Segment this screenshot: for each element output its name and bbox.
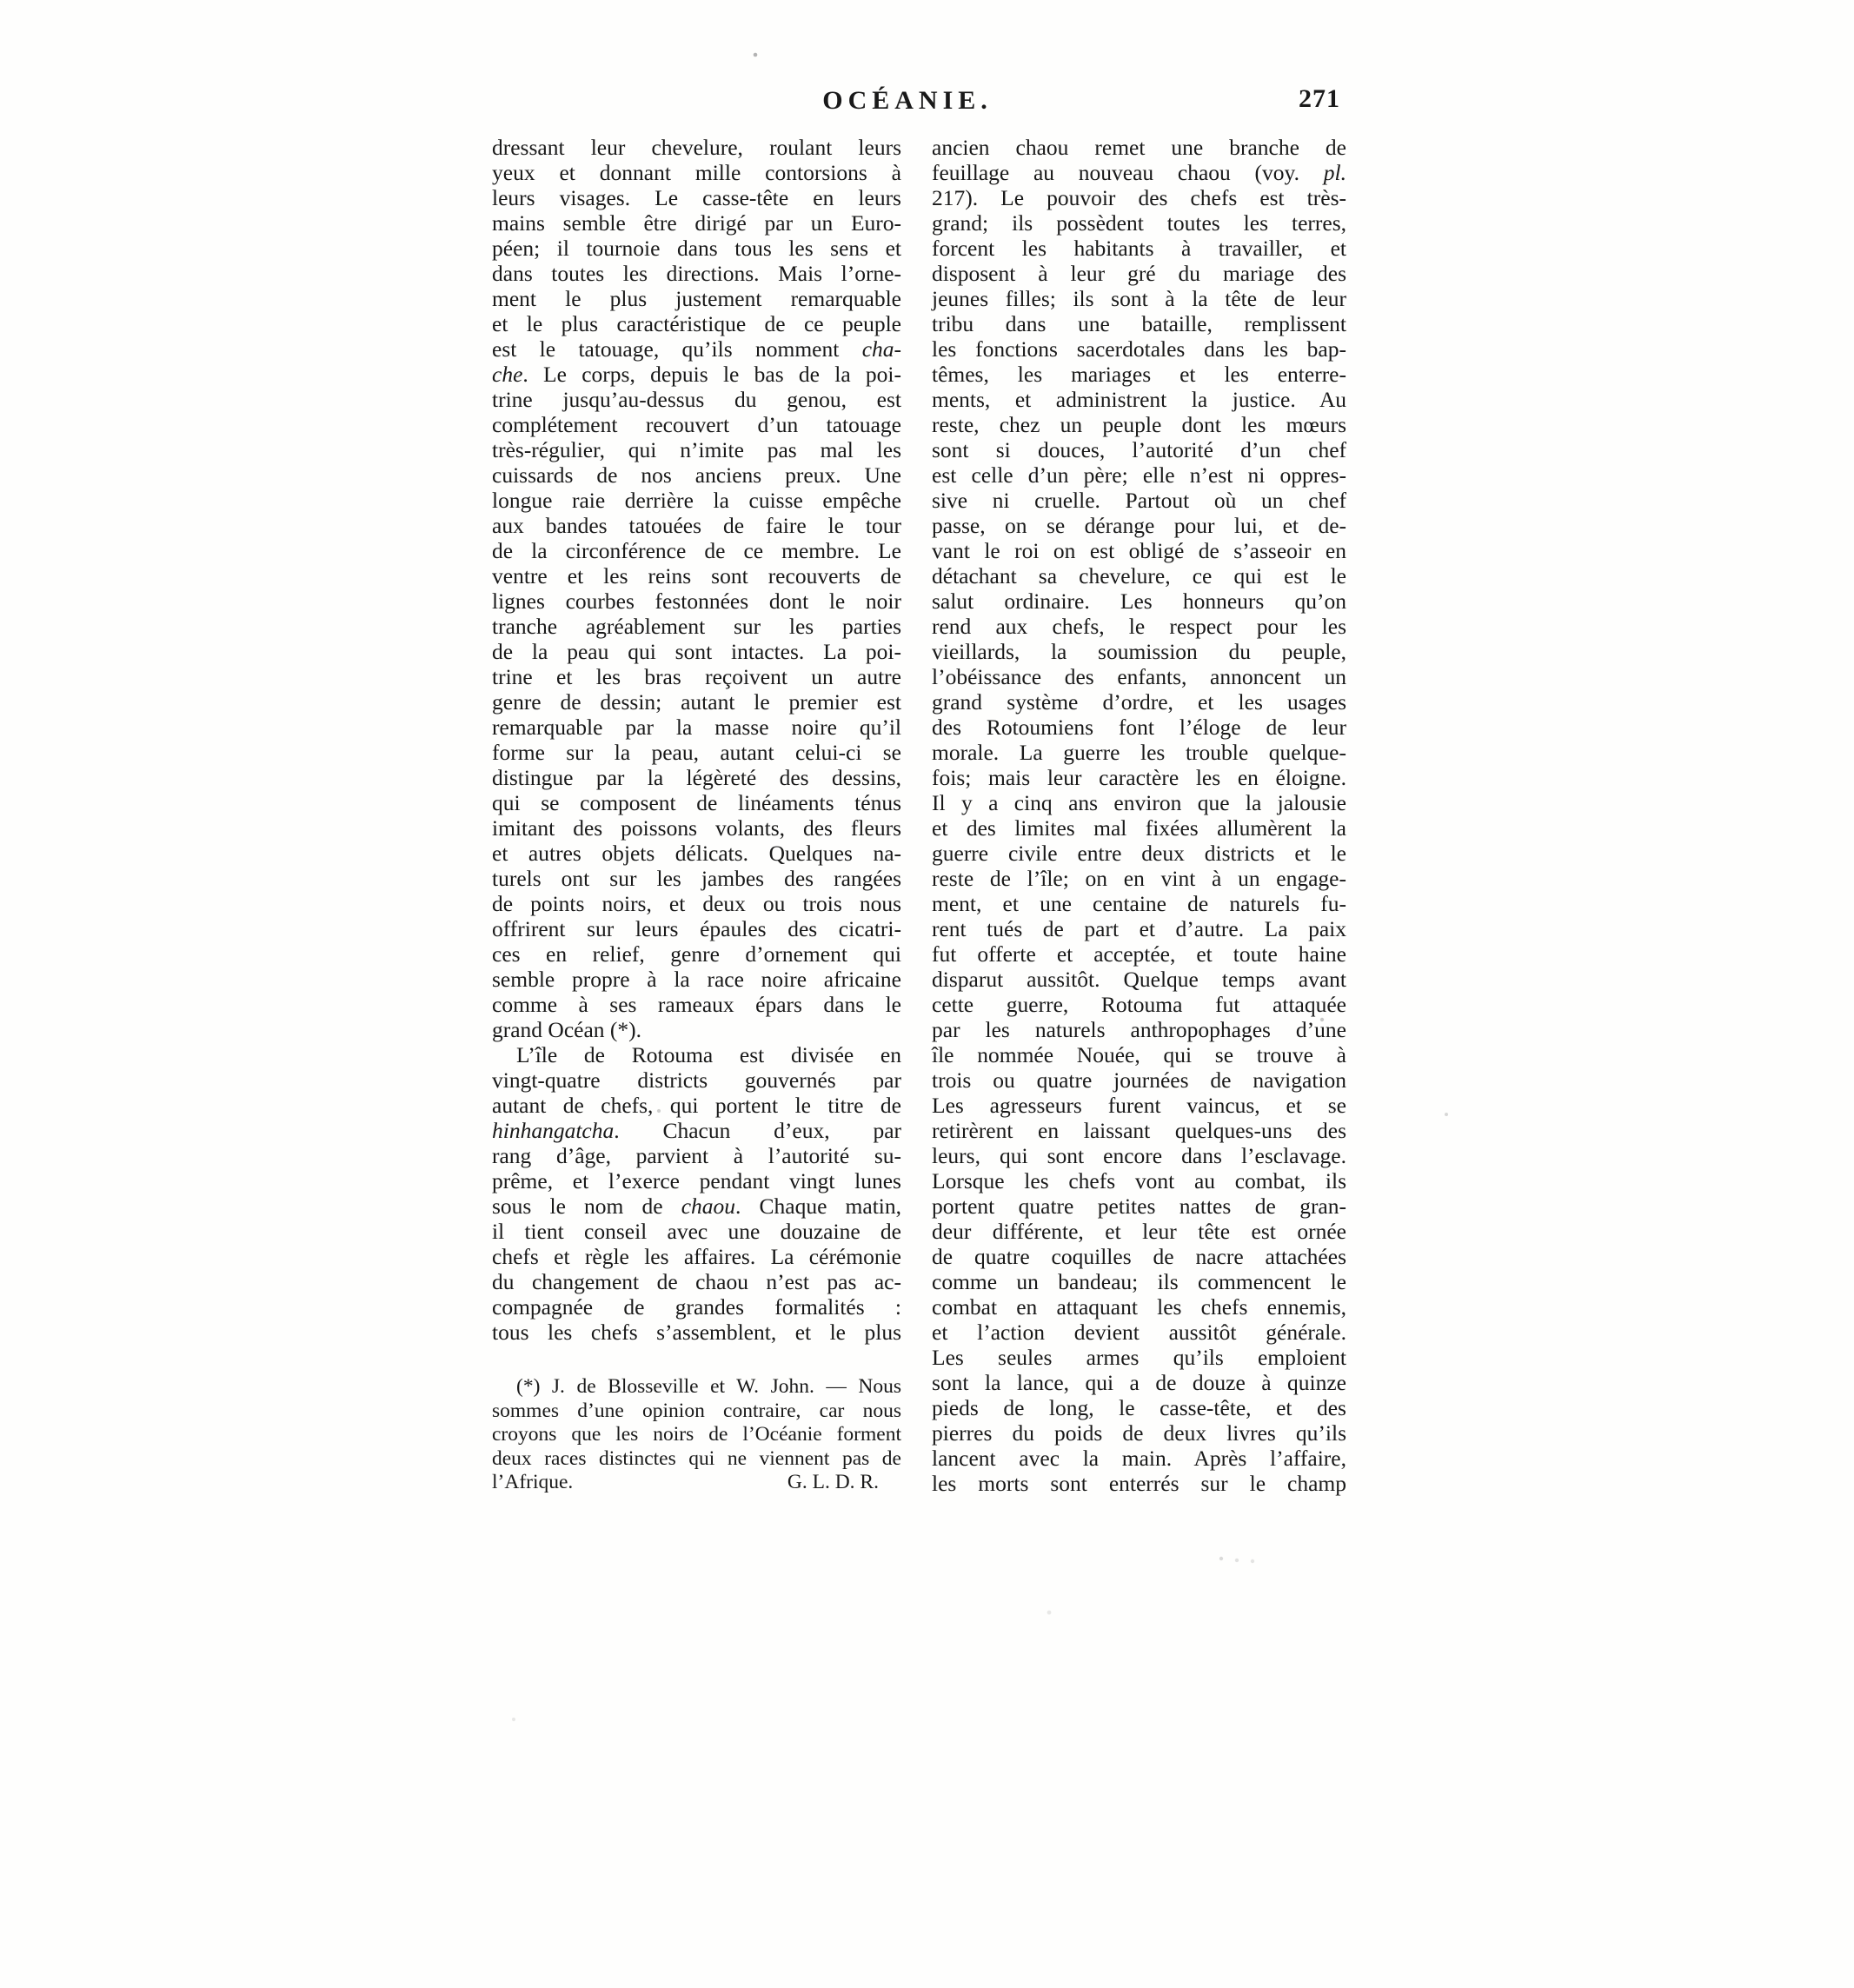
text-line: ventre et les reins sont recouverts de [492, 563, 901, 588]
text-line: Les seules armes qu’ils emploient [932, 1345, 1346, 1370]
text-line: pieds de long, le casse-tête, et des [932, 1395, 1346, 1420]
text-line: rang d’âge, parvient à l’autorité su- [492, 1143, 901, 1168]
text-line: tranche agréablement sur les parties [492, 614, 901, 639]
text-line: longue raie derrière la cuisse empêche [492, 488, 901, 513]
text-line: cette guerre, Rotouma fut attaquée [932, 992, 1346, 1017]
text-line: et le plus caractéristique de ce peuple [492, 311, 901, 336]
text-line: ancien chaou remet une branche de [932, 135, 1346, 160]
text-line: compagnée de grandes formalités : [492, 1294, 901, 1320]
text-line: pierres du poids de deux livres qu’ils [932, 1420, 1346, 1446]
text-line: complétement recouvert d’un tatouage [492, 412, 901, 437]
text-line: distingue par la légèreté des dessins, [492, 765, 901, 790]
text-line: mains semble être dirigé par un Euro- [492, 210, 901, 236]
scan-noise [0, 0, 2, 2]
text-line: lignes courbes festonnées dont le noir [492, 588, 901, 614]
text-line: sont la lance, qui a de douze à quinze [932, 1370, 1346, 1395]
text-line: trine et les bras reçoivent un autre [492, 664, 901, 689]
text-line: sommes d’une opinion contraire, car nous [492, 1399, 901, 1422]
text-line: imitant des poissons volants, des fleurs [492, 815, 901, 841]
text-line: croyons que les noirs de l’Océanie forment [492, 1423, 901, 1446]
text-line: Lorsque les chefs vont au combat, ils [932, 1168, 1346, 1193]
text-line: morale. La guerre les trouble quelque- [932, 740, 1346, 765]
text-line: très-régulier, qui n’imite pas mal les [492, 437, 901, 462]
footnote-signature: G. L. D. R. [787, 1471, 879, 1493]
text-line: grand Océan (*). [492, 1017, 642, 1042]
text-line: remarquable par la masse noire qu’il [492, 715, 901, 740]
text-line: (*) J. de Blosseville et W. John. — Nous [516, 1375, 901, 1398]
text-line: grand; ils possèdent toutes les terres, [932, 210, 1346, 236]
text-line: reste, chez un peuple dont les mœurs [932, 412, 1346, 437]
text-line: trois ou quatre journées de navigation [932, 1067, 1346, 1093]
text-line: et autres objets délicats. Quelques na- [492, 841, 901, 866]
text-line: genre de dessin; autant le premier est [492, 689, 901, 715]
text-line: péen; il tournoie dans tous les sens et [492, 236, 901, 261]
text-line: che. Le corps, depuis le bas de la poi- [492, 362, 901, 387]
text-line: est celle d’un père; elle n’est ni oppres- [932, 462, 1346, 488]
text-line: dans toutes les directions. Mais l’orne- [492, 261, 901, 286]
text-line: de la peau qui sont intactes. La poi- [492, 639, 901, 664]
text-block [492, 135, 1346, 1496]
text-line: retirèrent en laissant quelques-uns des [932, 1118, 1346, 1143]
text-line: L’île de Rotouma est divisée en [516, 1042, 901, 1067]
text-line: sont si douces, l’autorité d’un chef [932, 437, 1346, 462]
text-line: rent tués de part et d’autre. La paix [932, 916, 1346, 941]
text-line: qui se composent de linéaments ténus [492, 790, 901, 815]
text-line: reste de l’île; on en vint à un engage- [932, 866, 1346, 891]
text-line: passe, on se dérange pour lui, et de- [932, 513, 1346, 538]
text-line: fois; mais leur caractère les en éloigne. [932, 765, 1346, 790]
page-number: 271 [1299, 84, 1340, 113]
text-line: salut ordinaire. Les honneurs qu’on [932, 588, 1346, 614]
text-line: tous les chefs s’assemblent, et le plus [492, 1320, 901, 1345]
text-line: offrirent sur leurs épaules des cicatri- [492, 916, 901, 941]
text-line: prême, et l’exerce pendant vingt lunes [492, 1168, 901, 1193]
text-line: deur différente, et leur tête est ornée [932, 1219, 1346, 1244]
right-column [932, 135, 1346, 1496]
text-line: les fonctions sacerdotales dans les bap- [932, 336, 1346, 362]
footnote-lines [492, 1375, 901, 1471]
text-line: par les naturels anthropophages d’une [932, 1017, 1346, 1042]
text-line: portent quatre petites nattes de gran- [932, 1193, 1346, 1219]
text-line: Il y a cinq ans environ que la jalousie [932, 790, 1346, 815]
text-line: sive ni cruelle. Partout où un chef [932, 488, 1346, 513]
text-line: turels ont sur les jambes des rangées [492, 866, 901, 891]
text-line: semble propre à la race noire africaine [492, 967, 901, 992]
text-line: yeux et donnant mille contorsions à [492, 160, 901, 185]
text-line: leurs, qui sont encore dans l’esclavage. [932, 1143, 1346, 1168]
running-title: OCÉANIE. [822, 86, 993, 115]
text-line: 217). Le pouvoir des chefs est très- [932, 185, 1346, 210]
text-line: vieillards, la soumission du peuple, [932, 639, 1346, 664]
text-line: île nommée Nouée, qui se trouve à [932, 1042, 1346, 1067]
text-line: lancent avec la main. Après l’affaire, [932, 1446, 1346, 1471]
footnote-last-line [492, 1471, 901, 1495]
text-line: fut offerte et acceptée, et toute haine [932, 941, 1346, 967]
text-line: combat en attaquant les chefs ennemis, [932, 1294, 1346, 1320]
text-line: comme un bandeau; ils commencent le [932, 1269, 1346, 1294]
text-line: l’obéissance des enfants, annoncent un [932, 664, 1346, 689]
text-line: il tient conseil avec une douzaine de [492, 1219, 901, 1244]
text-line: comme à ses rameaux épars dans le [492, 992, 901, 1017]
text-line: des Rotoumiens font l’éloge de leur [932, 715, 1346, 740]
text-line: est le tatouage, qu’ils nomment cha- [492, 336, 901, 362]
text-line: trine jusqu’au-dessus du genou, est [492, 387, 901, 412]
text-line: autant de chefs, qui portent le titre de [492, 1093, 901, 1118]
left-column [492, 135, 901, 1496]
text-line: forcent les habitants à travailler, et [932, 236, 1346, 261]
text-line: disposent à leur gré du mariage des [932, 261, 1346, 286]
text-line: grand système d’ordre, et les usages [932, 689, 1346, 715]
text-line: aux bandes tatouées de faire le tour [492, 513, 901, 538]
text-line: cuissards de nos anciens preux. Une [492, 462, 901, 488]
text-line: rend aux chefs, le respect pour les [932, 614, 1346, 639]
text-line: et l’action devient aussitôt générale. [932, 1320, 1346, 1345]
text-line: leurs visages. Le casse-tête en leurs [492, 185, 901, 210]
text-line: disparut aussitôt. Quelque temps avant [932, 967, 1346, 992]
text-line: tribu dans une bataille, remplissent [932, 311, 1346, 336]
text-line: de points noirs, et deux ou trois nous [492, 891, 901, 916]
text-line: les morts sont enterrés sur le champ [932, 1471, 1346, 1496]
text-line: sous le nom de chaou. Chaque matin, [492, 1193, 901, 1219]
text-line: chefs et règle les affaires. La cérémonie [492, 1244, 901, 1269]
text-line: dressant leur chevelure, roulant leurs [492, 135, 901, 160]
text-line: guerre civile entre deux districts et le [932, 841, 1346, 866]
text-line: hinhangatcha. Chacun d’eux, par [492, 1118, 901, 1143]
footnote-text: l’Afrique. [492, 1471, 574, 1493]
text-line: forme sur la peau, autant celui-ci se [492, 740, 901, 765]
text-line: Les agresseurs furent vaincus, et se [932, 1093, 1346, 1118]
footnote [492, 1375, 901, 1495]
text-line: ment, et une centaine de naturels fu- [932, 891, 1346, 916]
text-line: de quatre coquilles de nacre attachées [932, 1244, 1346, 1269]
text-line: détachant sa chevelure, ce qui est le [932, 563, 1346, 588]
text-line: vingt-quatre districts gouvernés par [492, 1067, 901, 1093]
text-line: de la circonférence de ce membre. Le [492, 538, 901, 563]
text-line: jeunes filles; ils sont à la tête de leur [932, 286, 1346, 311]
text-line: têmes, les mariages et les enterre- [932, 362, 1346, 387]
text-line: ment le plus justement remarquable [492, 286, 901, 311]
text-line: et des limites mal fixées allumèrent la [932, 815, 1346, 841]
text-line: feuillage au nouveau chaou (voy. pl. [932, 160, 1346, 185]
text-line: ments, et administrent la justice. Au [932, 387, 1346, 412]
text-line: vant le roi on est obligé de s’asseoir en [932, 538, 1346, 563]
text-line: du changement de chaou n’est pas ac- [492, 1269, 901, 1294]
text-line: ces en relief, genre d’ornement qui [492, 941, 901, 967]
text-line: deux races distinctes qui ne viennent pas de [492, 1446, 901, 1470]
